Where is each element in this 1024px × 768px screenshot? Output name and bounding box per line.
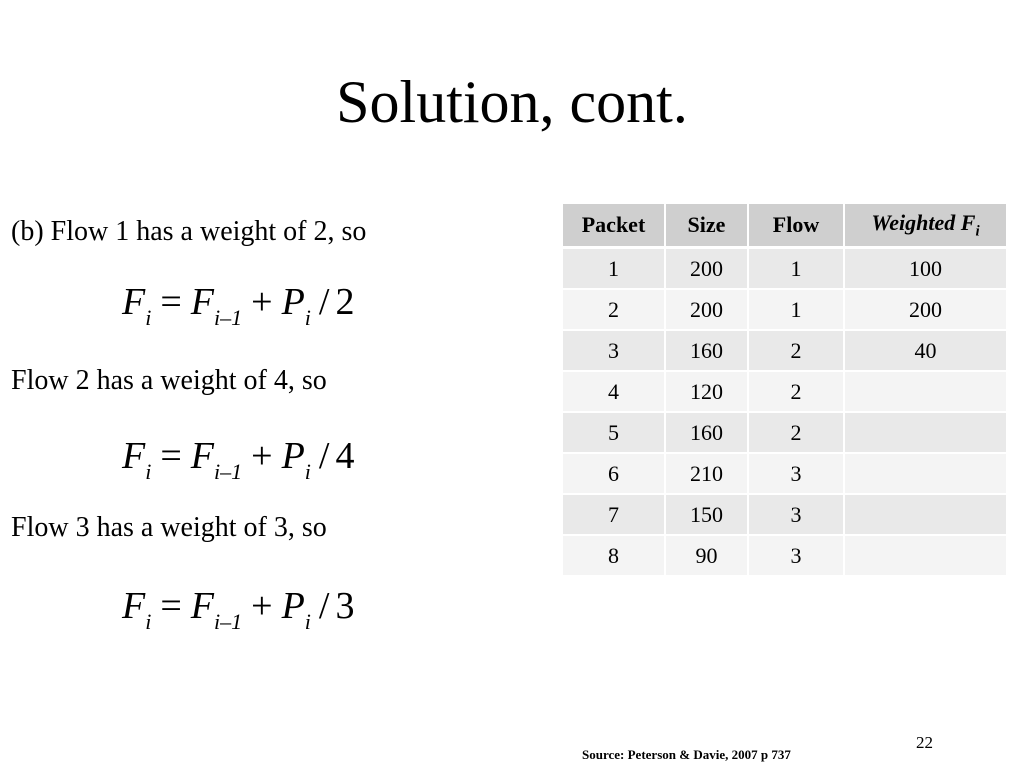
cell-weighted-f [844, 412, 1006, 453]
table-row [563, 289, 1006, 330]
table-row [563, 248, 1006, 290]
table-row [563, 330, 1006, 371]
flow3-text: Flow 3 has a weight of 3, so [11, 512, 327, 543]
cell-weighted-f [844, 371, 1006, 412]
cell-packet: 3 [563, 330, 665, 371]
cell-size: 120 [665, 371, 748, 412]
table-row [563, 453, 1006, 494]
cell-weighted-f: 200 [844, 289, 1006, 330]
cell-flow: 2 [748, 412, 844, 453]
equation-flow3: $F_i = F_{i-1} + P_i / 3$ [122, 585, 355, 634]
source-citation: Source: Peterson & Davie, 2007 p 737 [582, 747, 791, 762]
page-number: 22 [916, 733, 933, 752]
cell-weighted-f [844, 494, 1006, 535]
header-weighted-f: Weighted $F_i$ [844, 204, 1006, 248]
cell-flow: 1 [748, 248, 844, 290]
cell-weighted-f [844, 535, 1006, 576]
cell-weighted-f [844, 453, 1006, 494]
table-body [563, 248, 1006, 577]
flow1-text: (b) Flow 1 has a weight of 2, so [11, 216, 367, 247]
table-row [563, 412, 1006, 453]
cell-packet: 2 [563, 289, 665, 330]
slide-title: Solution, cont. [336, 69, 688, 135]
table-row [563, 494, 1006, 535]
cell-packet: 5 [563, 412, 665, 453]
cell-size: 90 [665, 535, 748, 576]
cell-flow: 2 [748, 330, 844, 371]
cell-size: 200 [665, 248, 748, 290]
cell-flow: 3 [748, 494, 844, 535]
cell-flow: 3 [748, 453, 844, 494]
cell-flow: 1 [748, 289, 844, 330]
table-header-row [563, 204, 1006, 248]
cell-packet: 7 [563, 494, 665, 535]
table-row [563, 535, 1006, 576]
cell-flow: 3 [748, 535, 844, 576]
cell-weighted-f: 100 [844, 248, 1006, 290]
cell-size: 210 [665, 453, 748, 494]
header-size: Size [665, 204, 748, 248]
cell-weighted-f: 40 [844, 330, 1006, 371]
equation-flow1: $F_i = F_{i-1} + P_i / 2$ [122, 281, 355, 330]
flow2-text: Flow 2 has a weight of 4, so [11, 365, 327, 396]
cell-size: 150 [665, 494, 748, 535]
cell-packet: 8 [563, 535, 665, 576]
cell-packet: 4 [563, 371, 665, 412]
cell-packet: 1 [563, 248, 665, 290]
cell-size: 160 [665, 412, 748, 453]
table-row [563, 371, 1006, 412]
equation-flow2: $F_i = F_{i-1} + P_i / 4$ [122, 435, 355, 484]
cell-size: 160 [665, 330, 748, 371]
cell-flow: 2 [748, 371, 844, 412]
packet-table [563, 204, 1006, 577]
cell-size: 200 [665, 289, 748, 330]
cell-packet: 6 [563, 453, 665, 494]
header-flow: Flow [748, 204, 844, 248]
header-packet: Packet [563, 204, 665, 248]
